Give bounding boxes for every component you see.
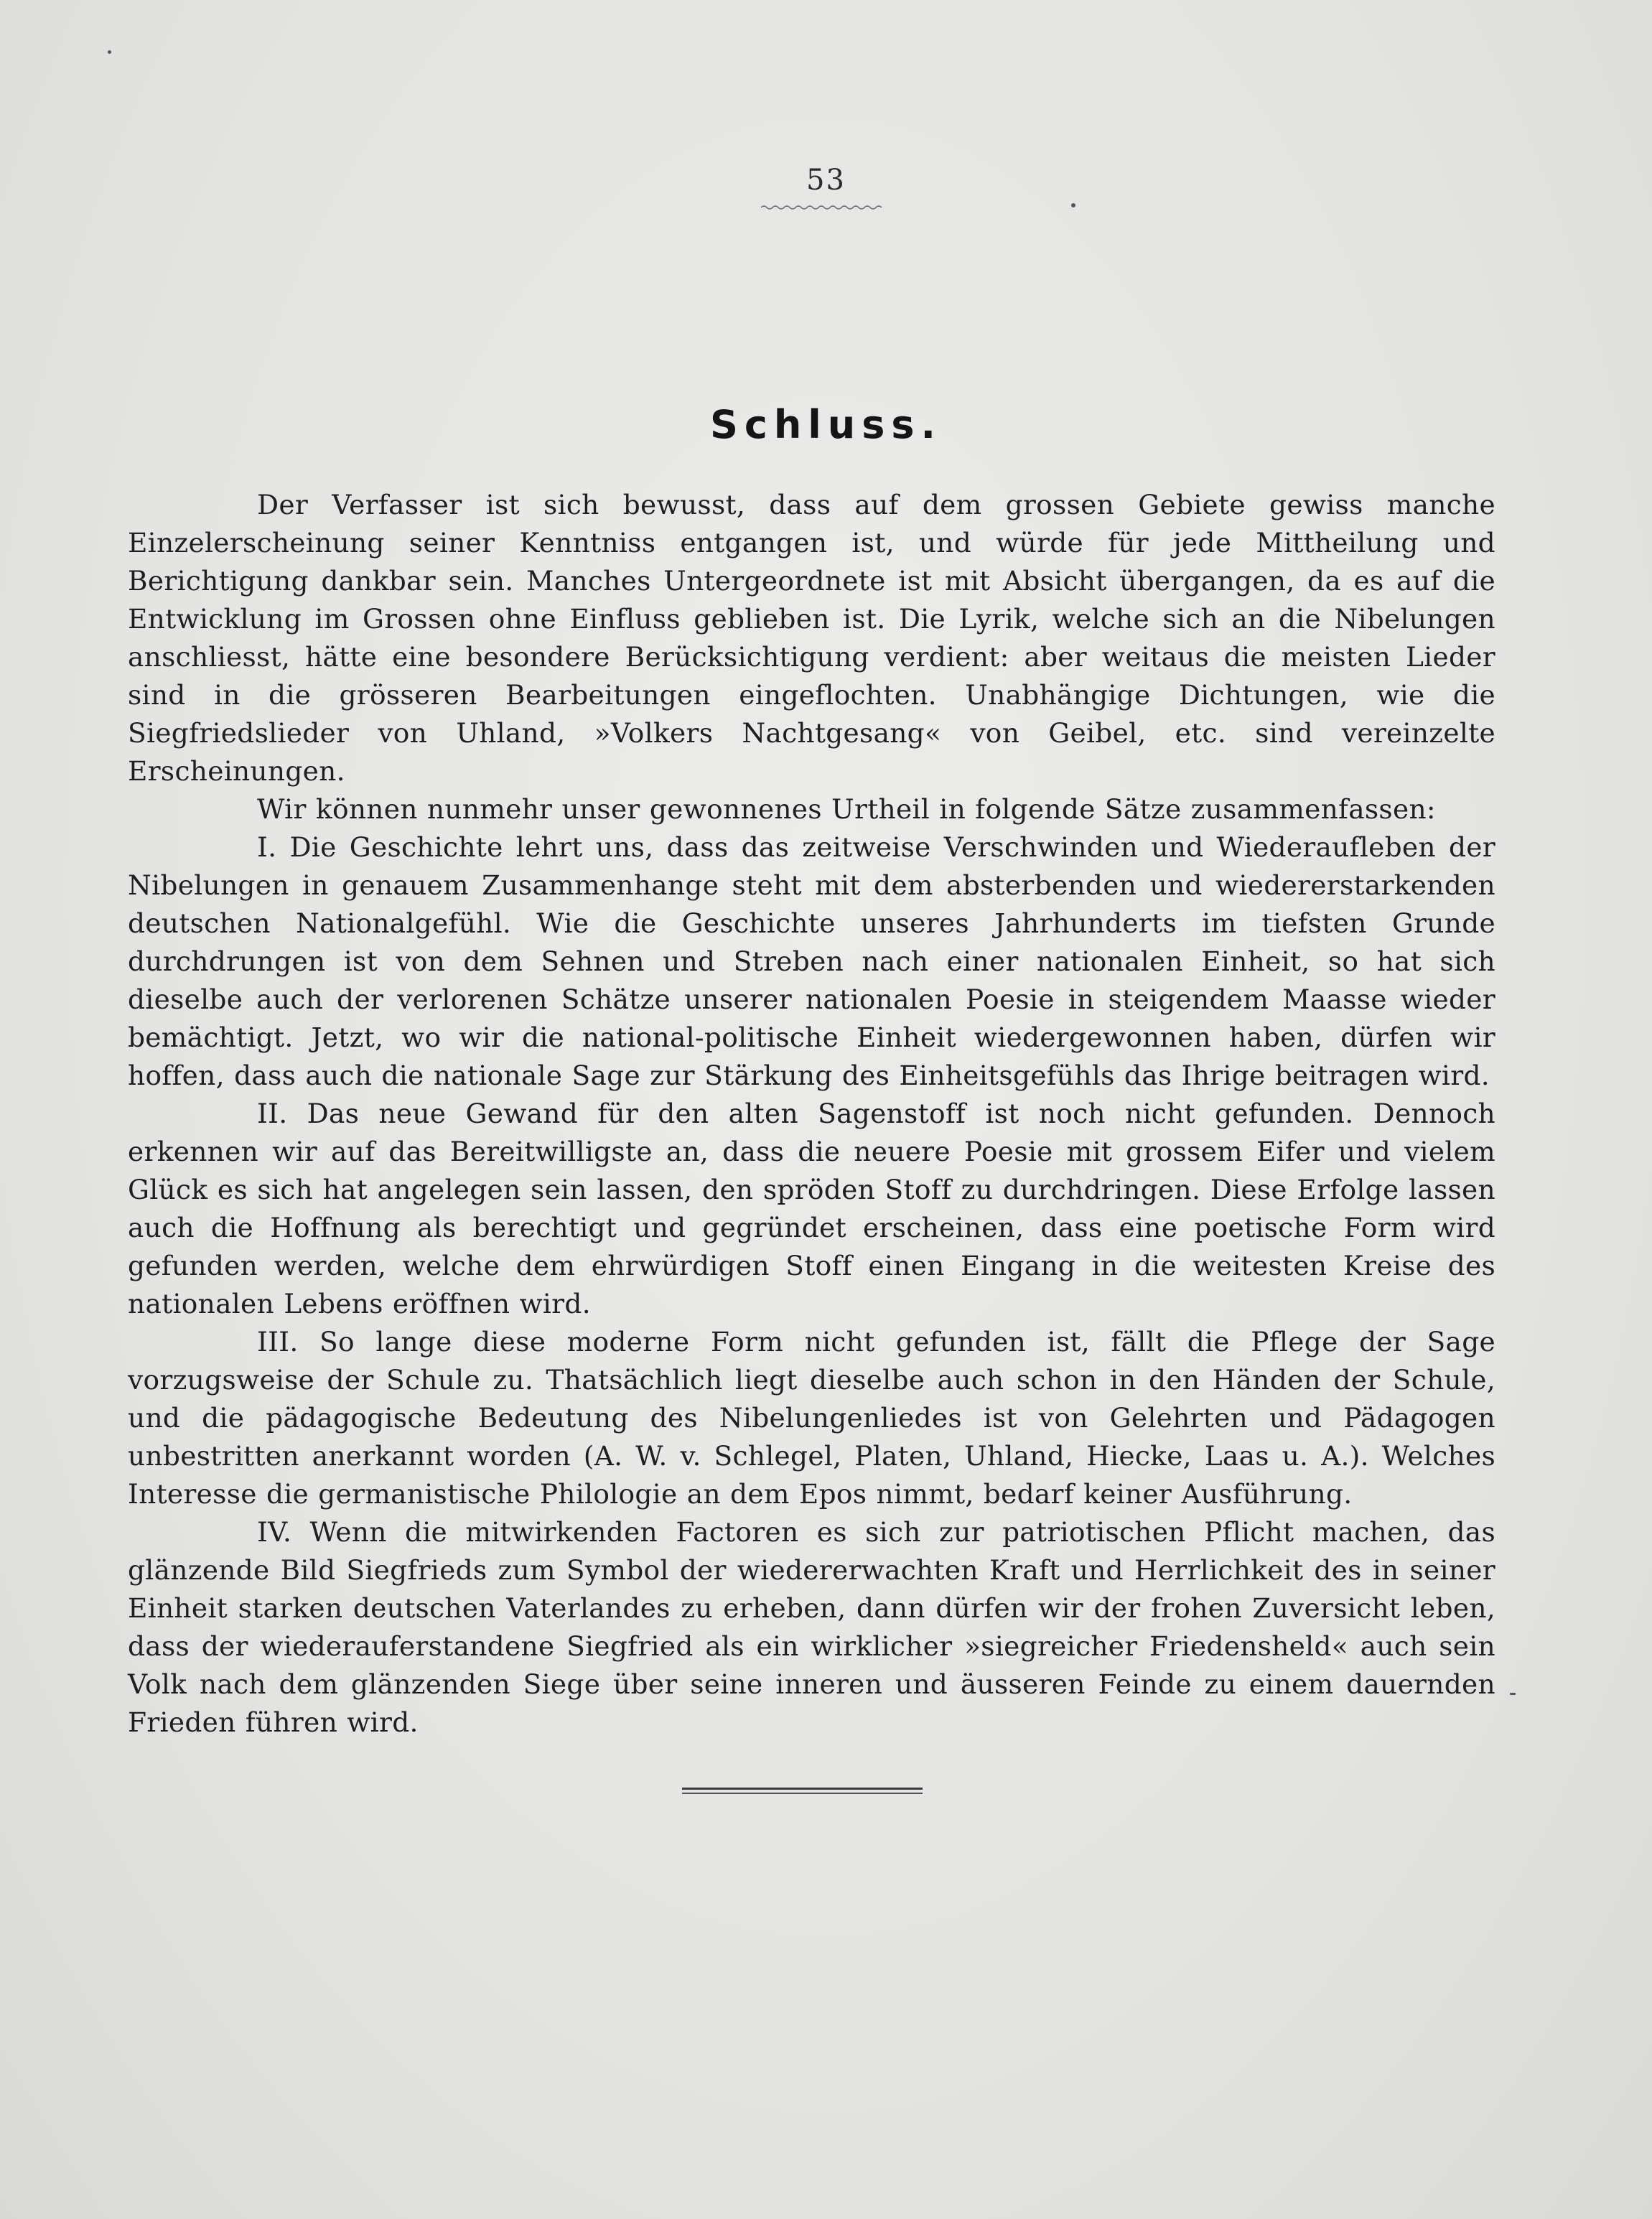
paper-speck (1510, 1693, 1516, 1695)
paragraph-intro: Der Verfasser ist sich bewusst, dass auf dem grossen Gebiete gewiss manche Einzelerscheinung seiner Kenntniss entgangen ist, und würde für jede Mittheilung und Berichtigung dankbar sein. Manches Untergeordnete ist mit Absicht übergangen, da es auf die Entwicklung im Grossen ohne Einfluss geblieben ist. Die Lyrik, welche sich an die Nibelungen anschliesst, hätte eine besondere Berücksichtigung verdient: aber weitaus die meisten Lieder sind in die grösseren Bearbeitungen eingeflochten. Unabhängige Dichtungen, wie die Siegfriedslieder von Uhland, »Volkers Nachtgesang« von Geibel, etc. sind vereinzelte Erscheinungen. (128, 489, 1495, 787)
paragraph-thesis-3: III. So lange diese moderne Form nicht gefunden ist, fällt die Pflege der Sage vorzugsweise der Schule zu. Thatsächlich liegt dieselbe auch schon in den Händen der Schule, und die pädagogische Bedeutung des Nibelungenliedes ist von Gelehrten und Pädagogen unbestritten anerkannt worden (A. W. v. Schlegel, Platen, Uhland, Hiecke, Laas u. A.). Welches Interesse die germanistische Philologie an dem Epos nimmt, bedarf keiner Ausführung. (128, 1326, 1495, 1510)
body-text (128, 486, 1495, 1742)
paragraph-summary-lead: Wir können nunmehr unser gewonnenes Urtheil in folgende Sätze zusammenfassen: (257, 793, 1436, 825)
paragraph-thesis-2: II. Das neue Gewand für den alten Sagenstoff ist noch nicht gefunden. Dennoch erkennen wir auf das Bereitwilligste an, dass die neuere Poesie mit grossem Eifer und vielem Glück es sich hat angelegen sein lassen, den spröden Stoff zu durchdringen. Diese Erfolge lassen auch die Hoffnung als berechtigt und gegründet erscheinen, dass eine poetische Form wird gefunden werden, welche dem ehrwürdigen Stoff einen Eingang in die weitesten Kreise des nationalen Lebens eröffnen wird. (128, 1098, 1495, 1319)
paper-speck (1071, 203, 1075, 207)
paragraph-thesis-4: IV. Wenn die mitwirkenden Factoren es sich zur patriotischen Pflicht machen, das glänzende Bild Siegfrieds zum Symbol der wiedererwachten Kraft und Herrlichkeit des in seiner Einheit starken deutschen Vaterlandes zu erheben, dann dürfen wir der frohen Zuversicht leben, dass der wiederauferstandene Siegfried als ein wirklicher »siegreicher Friedensheld« auch sein Volk nach dem glänzenden Siege über seine inneren und äusseren Feinde zu einem dauernden Frieden führen wird. (128, 1516, 1495, 1738)
page-number-ornament (761, 205, 883, 210)
closing-double-rule (682, 1788, 923, 1798)
paper-speck (108, 50, 111, 54)
chapter-title: Schluss. (709, 402, 943, 447)
page-number: 53 (806, 164, 846, 197)
paragraph-thesis-1: I. Die Geschichte lehrt uns, dass das zeitweise Verschwinden und Wiederaufleben der Nibelungen in genauem Zusammenhange steht mit dem absterbenden und wiedererstarkenden deutschen Nationalgefühl. Wie die Geschichte unseres Jahrhunderts im tiefsten Grunde durchdrungen ist von dem Sehnen und Streben nach einer nationalen Einheit, so hat sich dieselbe auch der verlorenen Schätze unserer nationalen Poesie in steigendem Maasse wieder bemächtigt. Jetzt, wo wir die national-politische Einheit wiedergewonnen haben, dürfen wir hoffen, dass auch die nationale Sage zur Stärkung des Einheitsgefühls das Ihrige beitragen wird. (128, 831, 1495, 1091)
